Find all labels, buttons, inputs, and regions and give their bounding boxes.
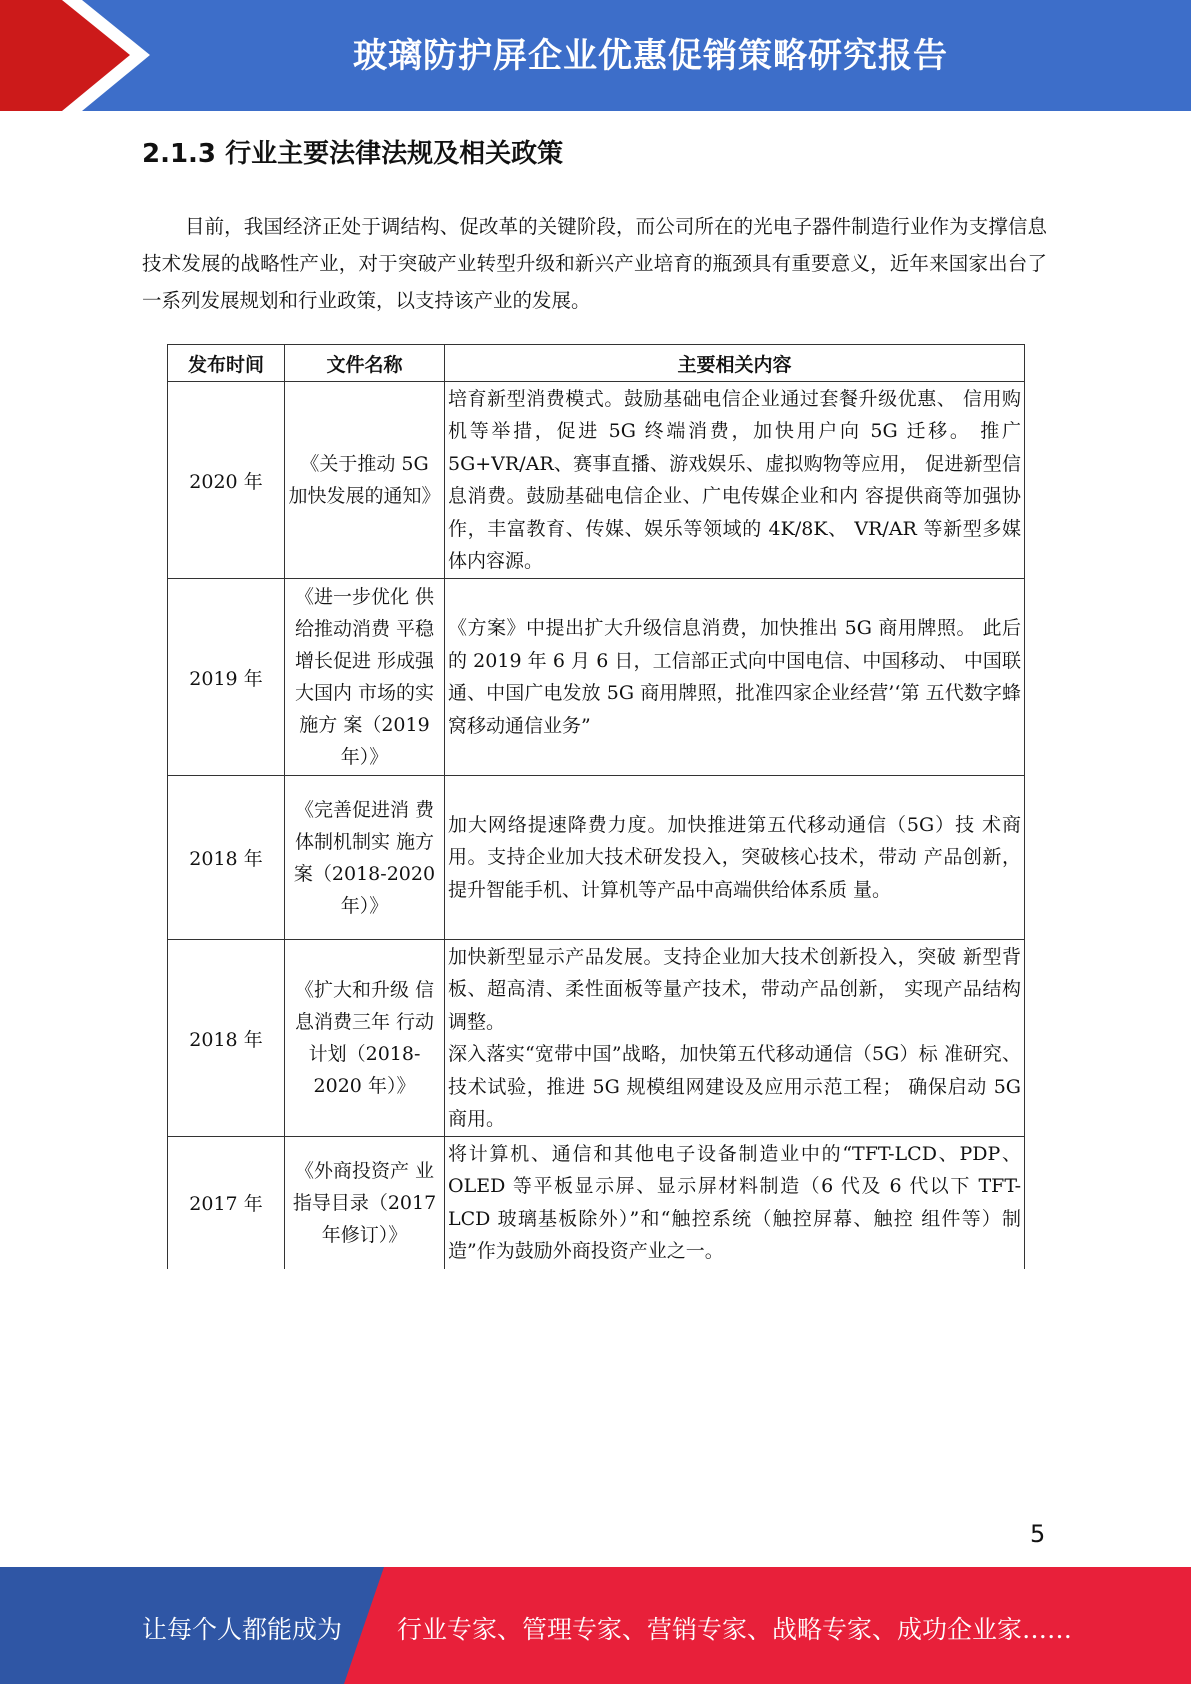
header-document-name: 文件名称 <box>285 345 445 382</box>
row-content: 将计算机、通信和其他电子设备制造业中的“TFT-LCD、PDP、OLED 等平板显示屏、显示屏材料制造（6 代及 6 代以下 TFT-LCD 玻璃基板除外）”和“触控系统（触控屏幕、触控 组件等）制造”作为鼓励外商投资产业之一。 <box>445 1137 1025 1269</box>
footer-slogan-left: 让每个人都能成为 <box>142 1615 343 1644</box>
page-header <box>0 0 1191 111</box>
table-row <box>168 940 1025 1137</box>
header-release-time: 发布时间 <box>168 345 285 382</box>
row-document-name: 《扩大和升级 信息消费三年 行动计划（2018-2020 年）》 <box>285 940 445 1137</box>
row-content: 《方案》中提出扩大升级信息消费，加快推出 5G 商用牌照。 此后的 2019 年 6 月 6 日，工信部正式向中国电信、中国移动、 中国联通、中国广电发放 5G 商用牌照，批准四家企业经营’‘第 五代数字蜂窝移动通信业务” <box>445 579 1025 776</box>
table-row <box>168 776 1025 940</box>
page-footer <box>0 1567 1191 1684</box>
row-year: 2018 年 <box>168 776 285 940</box>
intro-paragraph: 目前，我国经济正处于调结构、促改革的关键阶段，而公司所在的光电子器件制造行业作为支撑信息技术发展的战略性产业，对于突破产业转型升级和新兴产业培育的瓶颈具有重要意义，近年来国家出台了一系列发展规划和行业政策，以支持该产业的发展。 <box>142 215 1047 312</box>
row-year: 2017 年 <box>168 1137 285 1269</box>
header-main-content: 主要相关内容 <box>445 345 1025 382</box>
page-number: 5 <box>1030 1520 1046 1548</box>
section-heading: 2.1.3 行业主要法律法规及相关政策 <box>142 139 564 169</box>
row-content-part-1: 加快新型显示产品发展。支持企业加大技术创新投入，突破 新型背板、超高清、柔性面板等量产技术，带动产品创新， 实现产品结构调整。 <box>448 945 1021 1033</box>
row-content-part-2: 深入落实“宽带中国”战略，加快第五代移动通信（5G）标 准研究、技术试验，推进 5G 规模组网建设及应用示范工程； 确保启动 5G 商用。 <box>448 1043 1021 1130</box>
row-content <box>445 940 1025 1137</box>
table-row <box>168 579 1025 776</box>
row-year: 2018 年 <box>168 940 285 1137</box>
row-content: 加大网络提速降费力度。加快推进第五代移动通信（5G）技 术商用。支持企业加大技术研发投入，突破核心技术，带动 产品创新，提升智能手机、计算机等产品中高端供给体系质 量。 <box>445 776 1025 940</box>
table-header-row <box>168 345 1025 382</box>
report-title: 玻璃防护屏企业优惠促销策略研究报告 <box>353 36 948 76</box>
table-row <box>168 382 1025 579</box>
row-document-name: 《进一步优化 供给推动消费 平稳增长促进 形成强大国内 市场的实施方 案（2019 年）》 <box>285 579 445 776</box>
row-year: 2019 年 <box>168 579 285 776</box>
table-row <box>168 1137 1025 1269</box>
footer-slogan-right: 行业专家、管理专家、营销专家、战略专家、成功企业家…… <box>397 1615 1073 1644</box>
row-content: 培育新型消费模式。鼓励基础电信企业通过套餐升级优惠、 信用购机等举措，促进 5G 终端消费，加快用户向 5G 迁移。 推广5G+VR/AR、赛事直播、游戏娱乐、虚拟购物等应用， 促进新型信息消费。鼓励基础电信企业、广电传媒企业和内 容提供商等加强协作，丰富教育、传媒、娱乐等领域的 4K/8K、 VR/AR 等新型多媒体内容源。 <box>445 382 1025 579</box>
row-document-name: 《完善促进消 费体制机制实 施方案（2018-2020 年）》 <box>285 776 445 940</box>
row-year: 2020 年 <box>168 382 285 579</box>
policy-table <box>167 344 1025 1269</box>
row-document-name: 《外商投资产 业指导目录（2017 年修订）》 <box>285 1137 445 1269</box>
row-document-name: 《关于推动 5G 加快发展的通知》 <box>285 382 445 579</box>
